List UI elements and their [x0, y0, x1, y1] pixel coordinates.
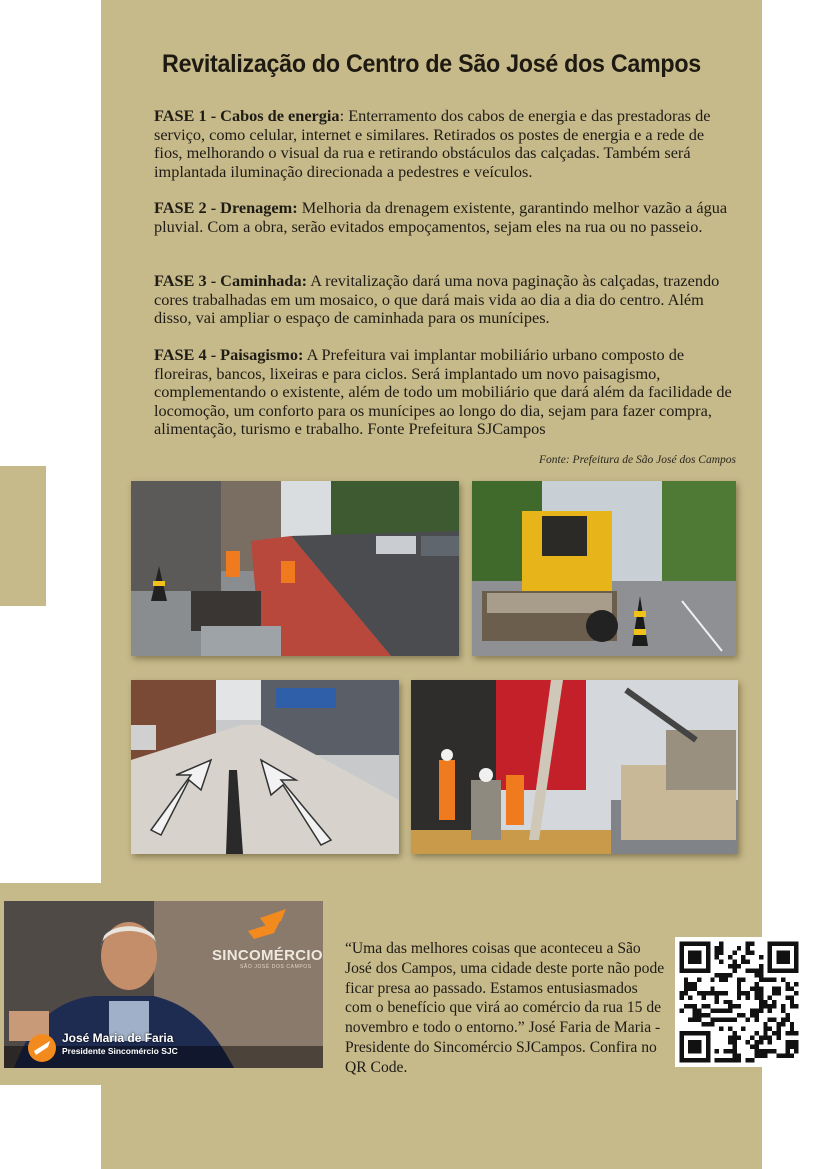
page-title: Revitalização do Centro de São José dos Campos: [162, 50, 701, 78]
phase-2-paragraph: [154, 199, 734, 236]
photo-sidewalk-works: [131, 481, 459, 656]
phase-3-label: FASE 3 - Caminhada:: [154, 271, 308, 290]
phase-4-paragraph: [154, 346, 734, 439]
phase-2-text: Melhoria da drenagem existente, garantindo melhor vazão a água pluvial. Com a obra, serão evitados empoçamentos, sejam eles na rua ou no passeio.: [154, 198, 728, 236]
phase-2-label: FASE 2 - Drenagem:: [154, 198, 298, 217]
photo-backhoe: [472, 481, 736, 656]
speaker-name: José Maria de Faria: [62, 1031, 174, 1045]
video-thumbnail[interactable]: [4, 901, 323, 1068]
photo-pole-removal: [411, 680, 738, 854]
phase-4-text: A Prefeitura vai implantar mobiliário urbano composto de floreiras, bancos, lixeiras e para ciclos. Será implantado um novo paisagismo, complementando o existente, além de todo um mobiliário que dará além da facilidade de locomoção, um conforto para os munícipes ao longo do dia, sejam para fazer compra, alimentação, turismo e trabalho. Fonte Prefeitura SJCampos: [154, 345, 732, 439]
phase-1-text: Enterramento dos cabos de energia e das prestadoras de serviço, como celular, internet e similares. Retirados os postes de energia e a rede de fios, melhorando o visual da rua e retirando obstáculos das calçadas. Também será implantada iluminação direcionada a pedestres e veículos.: [154, 106, 711, 181]
phase-1-paragraph: FASE 1 - Cabos de energia: Enterramento dos cabos de energia e das prestadoras de serviço, como celular, internet e similares. Retirados os postes de energia e a rede de fios, melhorando o visual da rua e retirando obstáculos das calçadas. Também será implantada iluminação direcionada a pedestres e veículos.: [154, 106, 711, 181]
photo-source-caption: Fonte: Prefeitura de São José dos Campos: [539, 454, 736, 466]
phase-1-label: FASE 1 - Cabos de energia: [154, 106, 340, 125]
sincomercio-logo-sub: SÃO JOSÉ DOS CAMPOS: [240, 964, 312, 970]
phase-3-paragraph: [154, 272, 734, 328]
photo-pedestrian-street: [131, 680, 399, 854]
qr-code[interactable]: [675, 937, 803, 1067]
speaker-role: Presidente Sincomércio SJC: [62, 1046, 178, 1056]
phase-4-label: FASE 4 - Paisagismo:: [154, 345, 304, 364]
sincomercio-logo: SINCOMÉRCIO: [212, 947, 323, 964]
side-decor-block: [0, 466, 46, 606]
president-quote: “Uma das melhores coisas que aconteceu a São José dos Campos, uma cidade deste porte não pode ficar presa ao passado. Estamos entusiasmados com o benefício que virá ao comércio da rua 15 de novembro e todo o entorno.” José Faria de Maria - Presidente do Sincomércio SJCampos. Confira no QR Code.: [345, 940, 665, 1076]
phase-3-text: A revitalização dará uma nova paginação às calçadas, trazendo cores trabalhadas em um mosaico, o que dará mais vida ao dia a dia do centro. Além disso, vai ampliar o espaço de caminhada para os munícipes.: [154, 271, 720, 328]
